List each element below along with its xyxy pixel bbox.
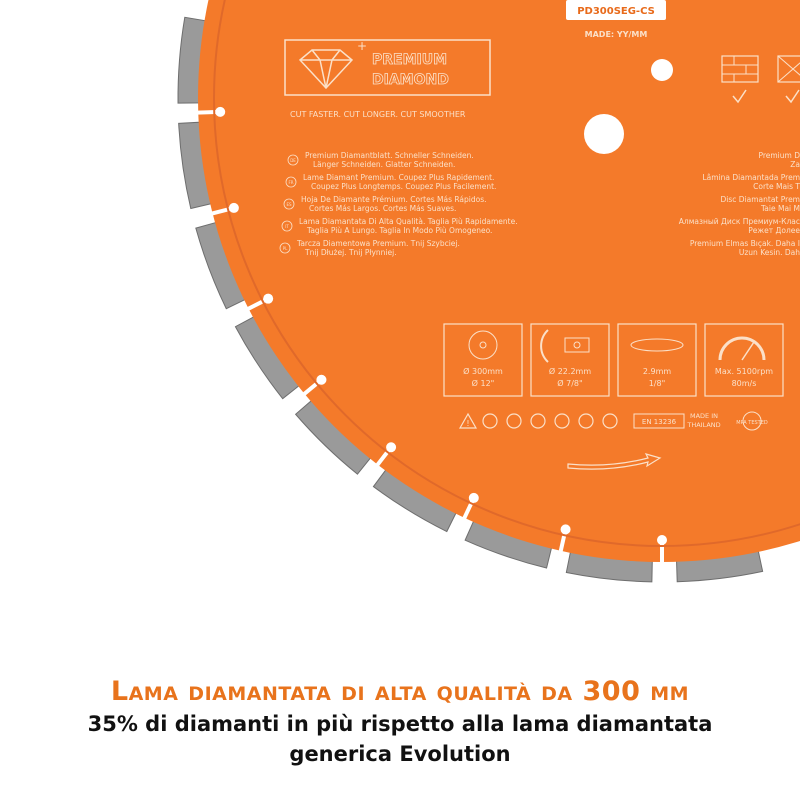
language-text-line: Алмазный Диск Премиум-Клас <box>678 217 800 226</box>
language-text-line: Taie Mai M <box>760 204 800 213</box>
arbor-hole <box>584 114 624 154</box>
language-text-line: Lâmina Diamantada Prem <box>702 173 800 182</box>
language-code: FR <box>288 180 294 185</box>
language-text-line: Tnij Dłużej. Tnij Płynniej. <box>305 248 397 257</box>
spec-bore-mm: Ø 22.2mm <box>548 367 592 376</box>
tagline: CUT FASTER. CUT LONGER. CUT SMOOTHER <box>290 110 466 119</box>
slot-keyhole <box>229 203 239 213</box>
slot-keyhole <box>386 442 396 452</box>
caption-headline: Lama diamantata di alta qualità da 300 mm <box>110 676 690 707</box>
plus-icon: + <box>357 39 368 53</box>
language-text-line: Lama Diamantata Di Alta Qualità. Taglia Più Rapidamente. <box>299 217 518 226</box>
spec-diameter-in: Ø 12" <box>471 379 495 388</box>
standard-label: EN 13236 <box>641 418 677 426</box>
made-date-label: MADE: YY/MM <box>584 30 648 39</box>
language-code: DE <box>290 158 296 163</box>
caption-line-1: 35% di diamanti in più rispetto alla lama diamantata <box>87 712 713 736</box>
spec-bore-in: Ø 7/8" <box>557 379 583 388</box>
svg-text:!: ! <box>466 419 470 428</box>
language-text-line: Premium D <box>758 151 800 160</box>
language-code: PL <box>282 246 288 251</box>
spec-speed-rpm: Max. 5100rpm <box>714 367 774 376</box>
language-text-line: Coupez Plus Longtemps. Coupez Plus Facilement. <box>311 182 497 191</box>
spec-speed-ms: 80m/s <box>731 379 757 388</box>
slot-keyhole <box>263 294 273 304</box>
slot-keyhole <box>316 375 326 385</box>
language-text-line: Hoja De Diamante Prémium. Cortes Más Rápidos. <box>301 195 487 204</box>
language-text-line: Premium Elmas Bıçak. Daha I <box>689 239 800 248</box>
slot-keyhole <box>561 524 571 534</box>
spec-thickness-in: 1/8" <box>648 379 666 388</box>
mpa-tested-label: MPA TESTED <box>736 420 768 426</box>
language-text-line: Uzun Kesin. Dah <box>738 248 800 257</box>
language-text-line: Länger Schneiden. Glatter Schneiden. <box>313 160 456 169</box>
made-in-line-1: MADE IN <box>689 412 719 420</box>
language-code: ES <box>286 202 292 207</box>
slot-keyhole <box>215 107 225 117</box>
blade-body <box>198 0 800 562</box>
brand-line-1: PREMIUM <box>372 52 448 68</box>
model-label: PD300SEG-CS <box>577 6 655 17</box>
spec-thickness-mm: 2.9mm <box>642 367 672 376</box>
pin-hole <box>651 59 673 81</box>
language-code: IT <box>285 224 289 229</box>
made-in-line-2: THAILAND <box>687 421 721 429</box>
language-text-line: Режет Долее <box>748 226 800 235</box>
language-text-line: Premium Diamantblatt. Schneller Schneiden. <box>305 151 474 160</box>
language-text-line: Cortes Más Largos. Cortes Más Suaves. <box>309 204 457 213</box>
language-text-line: Lame Diamant Premium. Coupez Plus Rapidement. <box>303 173 495 182</box>
language-text-line: Za <box>790 160 800 169</box>
slot-keyhole <box>469 493 479 503</box>
language-text-line: Taglia Più A Lungo. Taglia In Modo Più Omogeneo. <box>307 226 493 235</box>
caption-line-2: generica Evolution <box>289 742 511 766</box>
brand-line-2: DIAMOND <box>372 72 449 88</box>
spec-diameter-mm: Ø 300mm <box>463 367 503 376</box>
language-text-line: Tarcza Diamentowa Premium. Tnij Szybciej. <box>297 239 460 248</box>
slot-keyhole <box>657 535 667 545</box>
language-text-line: Corte Mais T <box>753 182 800 191</box>
language-text-line: Disc Diamantat Prem <box>720 195 800 204</box>
